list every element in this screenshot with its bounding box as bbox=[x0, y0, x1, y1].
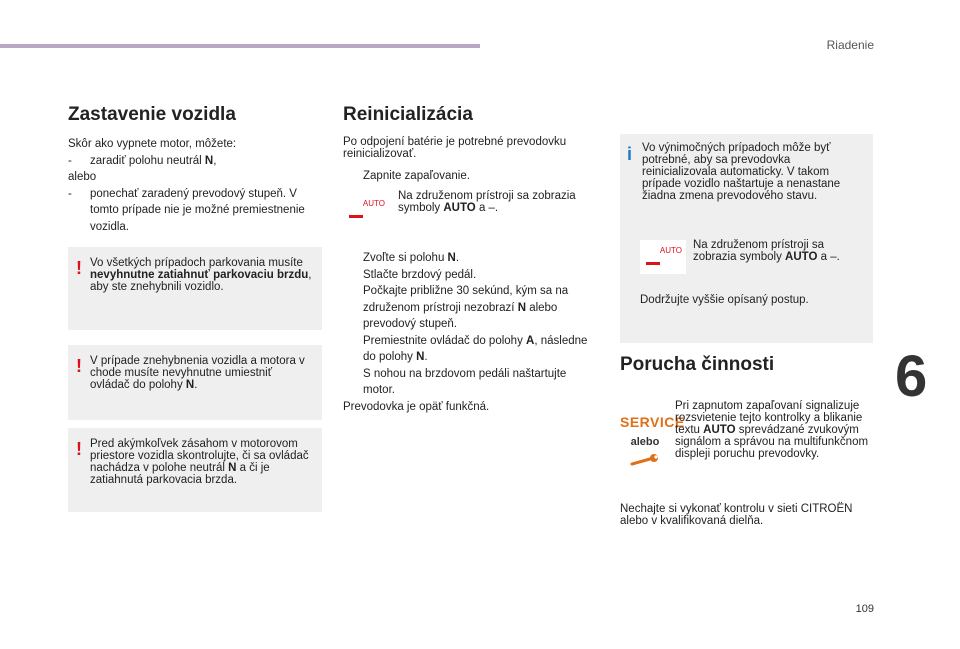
list-item: Zvoľte si polohu N. bbox=[363, 252, 460, 264]
wrench-icon bbox=[628, 454, 662, 468]
info-icon: i bbox=[627, 144, 633, 164]
stopping-title: Zastavenie vozidla bbox=[68, 104, 236, 125]
warning-icon: ! bbox=[76, 258, 82, 278]
stopping-text bbox=[68, 136, 318, 235]
fault-text: Pri zapnutom zapaľovaní signalizuje rozsvietenie tejto kontrolky a blikanie textu AUTO sprevádzané zvukovým signálom a správou na multifunkčnom displeji poruchu prevodovky. bbox=[675, 400, 869, 460]
auto-icon-text: Na združenom prístroji sa zobrazia symboly AUTO a –. bbox=[693, 239, 840, 263]
warning-note-immobilize: ! V prípade znehybnenia vozidla a motora v chode musíte nevyhnutne umiestniť ovládač do polohy N. bbox=[68, 345, 322, 420]
list-item: - ponechať zaradený prevodový stupeň. V tomto prípade nie je možné premiestnenie vozidla. bbox=[68, 187, 305, 233]
reinit-intro: Po odpojení batérie je potrebné prevodovku reinicializovať. bbox=[343, 136, 567, 160]
section-label: Riadenie bbox=[826, 38, 874, 52]
warning-icon: ! bbox=[76, 356, 82, 376]
service-warning-icon: SERVICE alebo bbox=[620, 414, 670, 471]
page-number: 109 bbox=[855, 603, 874, 615]
auto-icon-text: Na združenom prístroji sa zobrazia symboly AUTO a –. bbox=[398, 190, 576, 214]
list-item: Zapnite zapaľovanie. bbox=[363, 170, 470, 182]
list-item: Počkajte približne 30 sekúnd, kým sa na združenom prístroji nezobrazí N alebo prevodový stupeň. bbox=[363, 285, 569, 330]
or-text: alebo bbox=[68, 171, 97, 183]
check-text: Nechajte si vykonať kontrolu v sieti CITROËN alebo v kvalifikovaná dielňa. bbox=[620, 503, 853, 527]
reinit-steps bbox=[343, 250, 593, 399]
follow-text: Dodržujte vyššie opísaný postup. bbox=[640, 294, 809, 306]
auto-gear-icon: AUTO bbox=[640, 240, 686, 274]
reinit-closing: Prevodovka je opäť funkčná. bbox=[343, 401, 490, 413]
reinit-title: Reinicializácia bbox=[343, 104, 473, 125]
auto-gear-icon: AUTO bbox=[343, 193, 389, 227]
info-note: i Vo výnimočných prípadoch môže byť potrebné, aby sa prevodovka reinicializovala automaticky. V takom prípade vozidlo naštartuje a nenastane žiadna zmena prevodového stavu. AUTO Na združenom prístroji sa zobrazia symboly AUTO a –. Dodržujte vyššie opísaný postup. bbox=[620, 134, 873, 343]
chapter-number: 6 bbox=[895, 344, 928, 409]
list-item: Stlačte brzdový pedál. bbox=[363, 268, 477, 281]
warning-note-parking: ! Vo všetkých prípadoch parkovania musíte nevyhnutne zatiahnuť parkovaciu brzdu, aby ste znehybnili vozidlo. bbox=[68, 247, 322, 330]
stopping-intro: Skôr ako vypnete motor, môžete: bbox=[68, 138, 237, 150]
warning-note-engine: ! Pred akýmkoľvek zásahom v motorovom priestore vozidla skontrolujte, či sa ovládač nachádza v polohe neutrál N a či je zatiahnutá parkovacia brzda. bbox=[68, 428, 322, 512]
header-bar bbox=[0, 44, 480, 48]
fault-title: Porucha činnosti bbox=[620, 354, 775, 375]
warning-icon: ! bbox=[76, 439, 82, 459]
list-item: - zaradiť polohu neutrál N, bbox=[68, 154, 217, 167]
list-item: Premiestnite ovládač do polohy A, následne do polohy N. bbox=[363, 334, 588, 363]
list-item: S nohou na brzdovom pedáli naštartujte motor. bbox=[363, 367, 567, 396]
